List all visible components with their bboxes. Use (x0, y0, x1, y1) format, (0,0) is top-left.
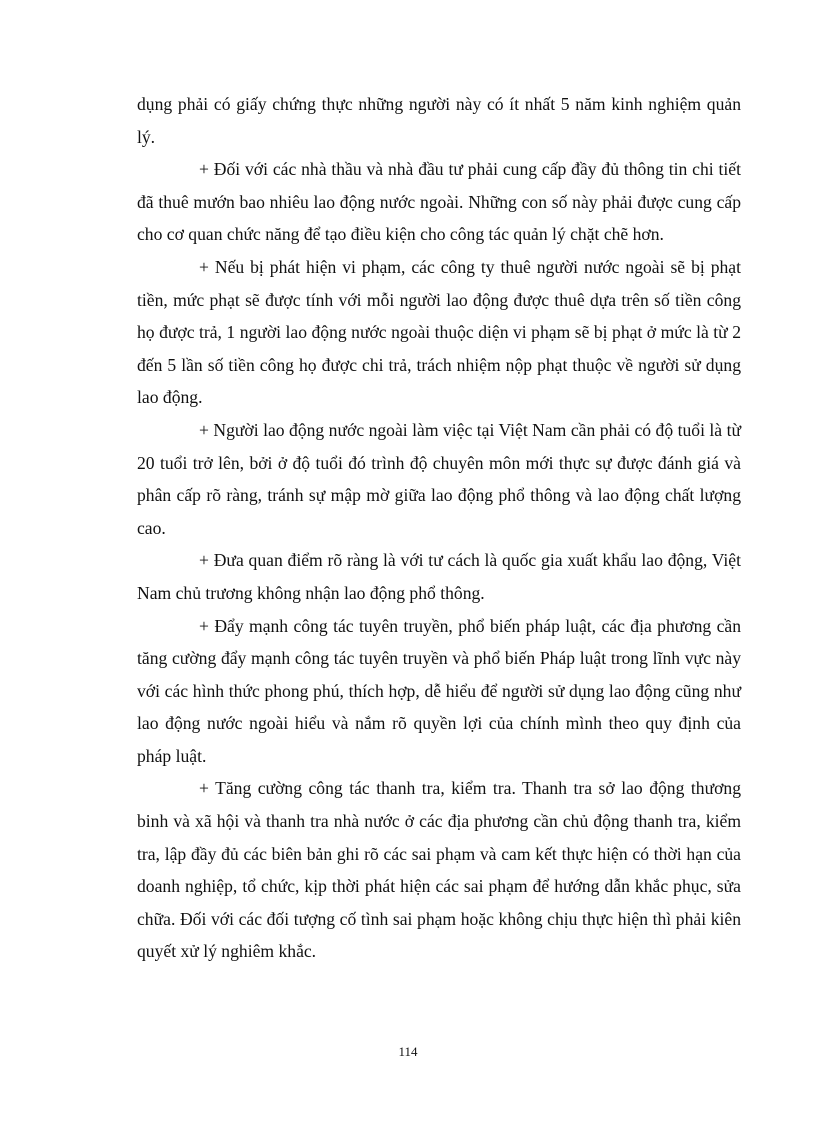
paragraph-policy-stance: + Đưa quan điểm rõ ràng là với tư cách là quốc gia xuất khẩu lao động, Việt Nam chủ trương không nhận lao động phổ thông. (137, 550, 741, 603)
paragraph-contractor-reporting: + Đối với các nhà thầu và nhà đầu tư phải cung cấp đầy đủ thông tin chi tiết đã thuê mướn bao nhiêu lao động nước ngoài. Những con số này phải được cung cấp cho cơ quan chức năng để tạo điều kiện cho công tác quản lý chặt chẽ hơn. (137, 159, 741, 245)
paragraph-continuation: dụng phải có giấy chứng thực những người này có ít nhất 5 năm kinh nghiệm quản lý. (137, 94, 741, 147)
paragraph-age-requirement: + Người lao động nước ngoài làm việc tại Việt Nam cần phải có độ tuổi là từ 20 tuổi trở lên, bởi ở độ tuổi đó trình độ chuyên môn mới thực sự được đánh giá và phân cấp rõ ràng, tránh sự mập mờ giữa lao động phổ thông và lao động chất lượng cao. (137, 419, 741, 538)
document-body (137, 88, 741, 968)
page-number: 114 (398, 1044, 418, 1059)
paragraph-violation-penalty: + Nếu bị phát hiện vi phạm, các công ty thuê người nước ngoài sẽ bị phạt tiền, mức phạt sẽ được tính với mỗi người lao động được thuê dựa trên số tiền công họ được trả, 1 người lao động nước ngoài thuộc diện vi phạm sẽ bị phạt ở mức là từ 2 đến 5 lần số tiền công họ được chi trả, trách nhiệm nộp phạt thuộc về người sử dụng lao động. (137, 256, 741, 408)
paragraph-law-propaganda: + Đẩy mạnh công tác tuyên truyền, phổ biến pháp luật, các địa phương cần tăng cường đẩy mạnh công tác tuyên truyền và phổ biến Pháp luật trong lĩnh vực này với các hình thức phong phú, thích hợp, dễ hiểu để người sử dụng lao động cũng như lao động nước ngoài hiểu và nắm rõ quyền lợi của chính mình theo quy định của pháp luật. (137, 615, 741, 766)
paragraph-inspection: + Tăng cường công tác thanh tra, kiểm tra. Thanh tra sở lao động thương binh và xã hội và thanh tra nhà nước ở các địa phương cần chủ động thanh tra, kiểm tra, lập đầy đủ các biên bản ghi rõ các sai phạm và cam kết thực hiện có thời hạn của doanh nghiệp, tổ chức, kịp thời phát hiện các sai phạm để hướng dẫn khắc phục, sửa chữa. Đối với các đối tượng cố tình sai phạm hoặc không chịu thực hiện thì phải kiên quyết xử lý nghiêm khắc. (137, 778, 741, 962)
